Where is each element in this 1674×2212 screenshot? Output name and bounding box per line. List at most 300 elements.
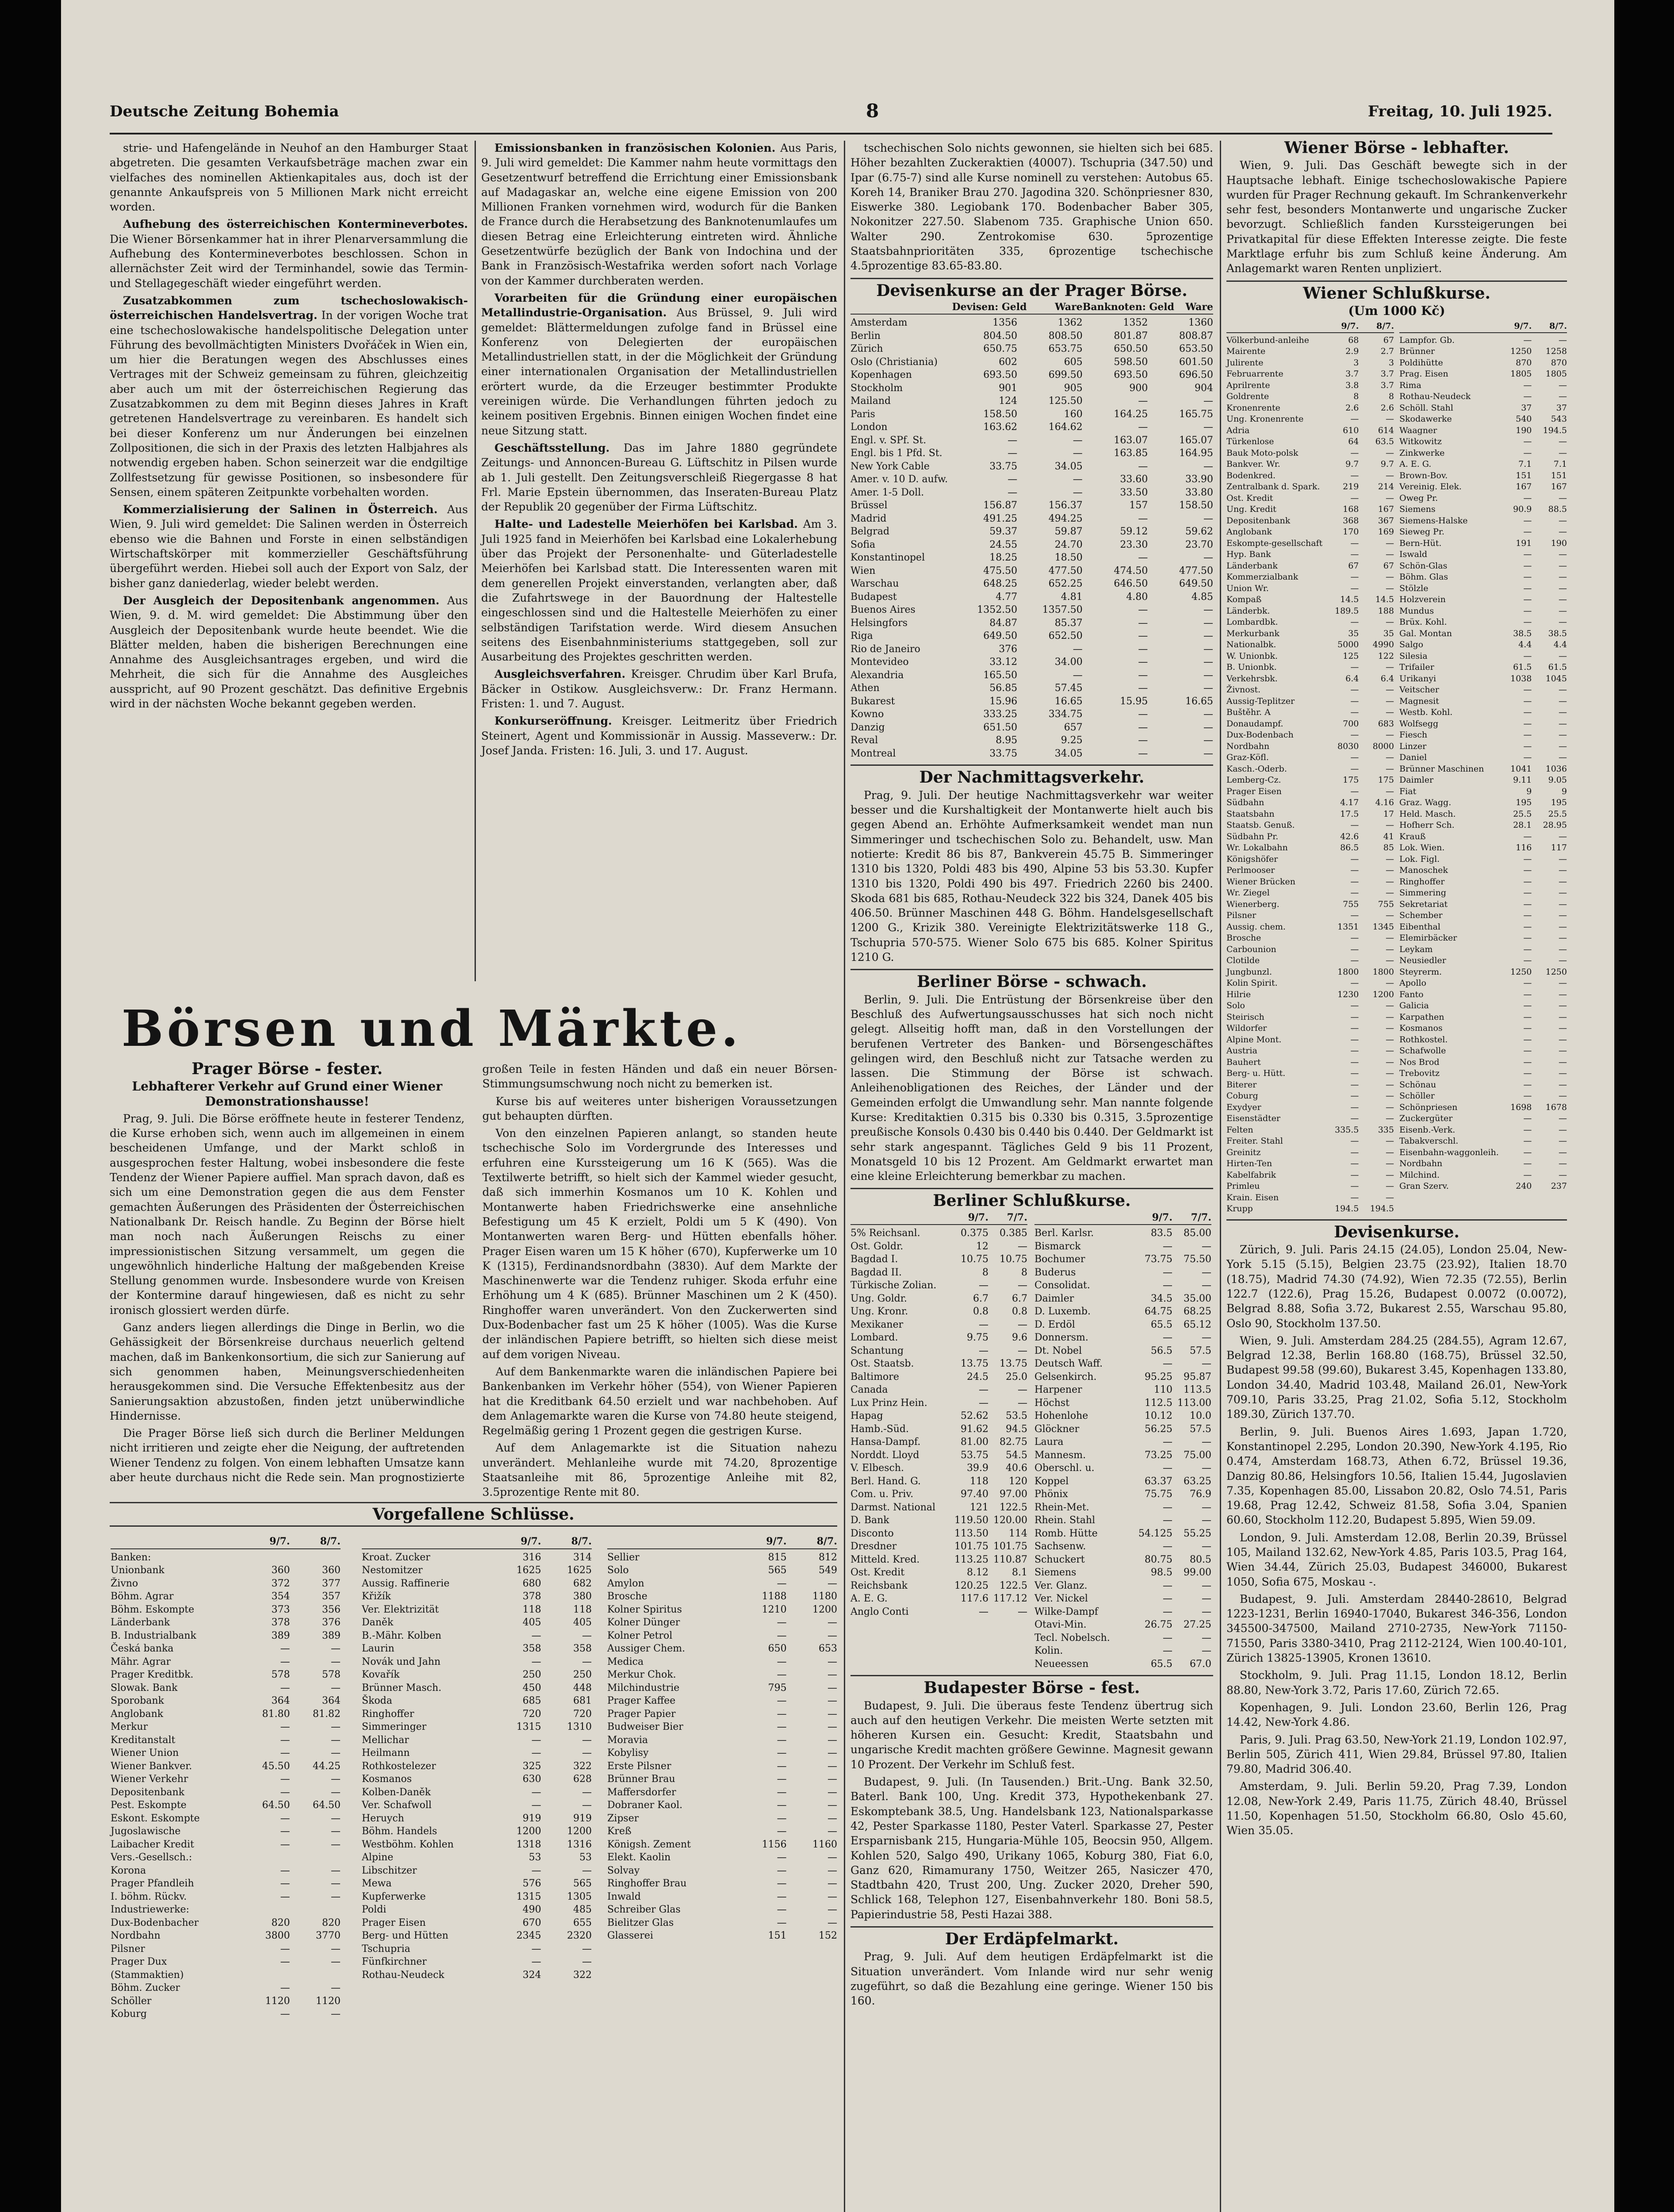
table-row (1226, 842, 1394, 854)
row-label: Stölzle (1399, 583, 1429, 593)
row-value: 378 (522, 1591, 541, 1602)
row-value: — (827, 1708, 837, 1720)
row-value: — (1073, 474, 1083, 485)
row-label: Ost. Kredit (850, 1567, 905, 1578)
row-value: — (1558, 854, 1567, 864)
article-paragraph: Ausgleichsverfahren. Kreisger. Chrudim über Karl Brufa, Bäcker in Ostikow. Ausgleichsverw.: Dr. Franz Hermann. Fristen: 1. und 7. August. (481, 668, 837, 710)
wien-table-b (1399, 321, 1567, 1215)
row-value: — (1523, 1079, 1532, 1090)
row-value: 17 (1383, 809, 1394, 819)
row-value: 3800 (265, 1930, 290, 1941)
table-row (111, 1590, 341, 1603)
table-row (850, 525, 1213, 538)
table-row (1226, 1000, 1394, 1012)
article-paragraph: Prag, 9. Juli. Der heutige Nachmittagsverkehr war weiter besser und die Kurshaltigkeit der Montanwerte hielt auch bis gegen Abend an. Erhöhte Aufmerksamkeit wendet man nun Simmeringer und tschechischen Solo zu. Behandelt, usw. Man notierte: Kredit 86 bis 87, Bankverein 45.75 B. Simmeringer 1310 bis 1320, Poldi 483 bis 490, Alpine 53 bis 53.30. Kupfer 1310 bis 1320, Poldi 490 bis 497. Friedrich 2260 bis 2400. Skoda 681 bis 685, Rothau-Neudeck 322 bis 324, Danek 405 bis 406.50. Brünner Maschinen 448 G. Böhm. Handelsgesellschaft 1200 G., Krizik 380. Vereinigte Elektrizitätswerke 118 G., Tschupria 570-575. Wiener Solo 675 bis 685. Kolner Spiritus 1210 G. (850, 788, 1213, 964)
report-heading: Berliner Börse - schwach. (916, 972, 1147, 991)
row-value: 194.5 (1543, 425, 1567, 435)
row-value: 2345 (516, 1930, 541, 1941)
row-label: Königsh. Zement (607, 1839, 691, 1850)
row-label: Länderbank (1226, 561, 1278, 571)
row-value: 335.5 (1334, 1125, 1359, 1135)
row-value: — (1558, 380, 1567, 390)
table-row (1034, 1227, 1211, 1240)
row-value: 9.6 (1012, 1332, 1027, 1344)
row-value: — (1558, 527, 1567, 537)
table-row (1226, 651, 1394, 662)
table-row (1399, 820, 1567, 831)
table-row (1399, 696, 1567, 707)
row-label: Biterer (1226, 1079, 1257, 1090)
row-label: Elemirbäcker (1399, 933, 1457, 943)
row-value: — (280, 1826, 290, 1837)
row-value: — (1385, 1170, 1394, 1180)
row-value: 358 (573, 1643, 592, 1654)
row-value: 1318 (516, 1839, 541, 1850)
row-label: Wr. Lokalbahn (1226, 843, 1288, 853)
row-value: — (777, 1656, 787, 1667)
row-value: 27.25 (1184, 1619, 1211, 1631)
row-value: — (330, 1943, 341, 1955)
row-value: 4990 (1372, 640, 1394, 650)
row-label: Laura (1034, 1436, 1064, 1448)
row-label: Perlmooser (1226, 865, 1275, 876)
row-label: D. Luxemb. (1034, 1306, 1091, 1317)
row-label: Ost. Goldr. (850, 1240, 904, 1252)
row-label: Kommerzialbank (1226, 572, 1299, 582)
article-paragraph: London, 9. Juli. Amsterdam 12.08, Berlin 20.39, Brüssel 105, Mailand 132.62, New-York 4.85, Paris 103.5, Prag 164, Wien 34.44, Zürich 25.03, Budapest 346000, Bukarest 1050, Sofia 675, Moskau -. (1226, 1531, 1567, 1588)
row-value: — (1163, 1358, 1172, 1370)
table-row (850, 1540, 1027, 1553)
table-row (1226, 696, 1394, 707)
table-row (362, 1747, 592, 1760)
article-paragraph: Zusatzabkommen zum tschechoslowakisch-österreichischen Handelsvertrag. In der vorigen Woche trat eine tschechoslowakische handelspolitische Delegation unter Führung des bevollmächtigten Ministers Dvořáček in Wien ein, um hier die Beratungen wegen des Abschlusses eines Vertrages mit der Schweiz gemeinsam zu führen, gleichzeitig aber auch um mit der österreichischen Regierung das Zusatzabkommen zu dem mit Beginn dieses Jahres in Kraft getretenen Handelsvertrage zu vereinbaren. Es handelt sich bei dieser Konferenz um nur Änderungen bei einzelnen Zollpositionen, die sich in der Praxis des letzten Halbjahres als notwendig ergeben haben. Schon seinerzeit war die endgiltige Zollfestsetzung für gewisse Positionen, so insbesondere für Sensen, einem späteren Zeitpunkte vorbehalten worden. (110, 294, 468, 499)
row-value: — (1007, 487, 1018, 498)
article-heading: Aufhebung des österreichischen Kontermineverbotes. (123, 218, 468, 231)
row-value: — (1523, 1057, 1532, 1067)
row-value: 118 (573, 1604, 592, 1615)
table-row (1399, 628, 1567, 640)
row-value: 368 (1343, 515, 1359, 526)
row-value: — (1350, 820, 1359, 830)
row-value: 113.50 (954, 1528, 988, 1539)
row-value: 630 (522, 1774, 541, 1785)
row-label: Slowak. Bank (111, 1682, 178, 1694)
row-value: — (1203, 552, 1213, 564)
table-row (1226, 989, 1394, 1001)
row-value: — (1138, 722, 1148, 733)
row-value: — (1385, 1001, 1394, 1011)
row-label: Eisenbahn-waggonleih. (1399, 1147, 1499, 1157)
row-value: 52.62 (961, 1410, 988, 1422)
table-row (1226, 775, 1394, 786)
table-row (850, 1253, 1027, 1266)
table-row (1034, 1540, 1211, 1553)
row-value: — (330, 1839, 341, 1850)
row-value: — (1523, 1147, 1532, 1157)
row-value: — (1350, 1012, 1359, 1022)
table-row (607, 1564, 837, 1577)
row-value: 14.5 (1340, 595, 1359, 605)
table-row (1034, 1436, 1211, 1449)
row-value: — (1138, 422, 1148, 433)
table-row (1226, 606, 1394, 617)
table-row (850, 460, 1213, 473)
row-label: (Stammaktien) (111, 1969, 184, 1981)
row-label: Böhm. Glas (1399, 572, 1448, 582)
article-paragraph: Wien, 9. Juli. Amsterdam 284.25 (284.55), Agram 12.67, Belgrad 12.38, Berlin 168.80 (168.75), Brüssel 32.50, Budapest 99.58 (99.60), Bukarest 3.45, Kopenhagen 133.80, London 34.40, Madrid 103.48, Mailand 26.01, New-York 709.10, Paris 33.25, Prag 21.02, Sofia 5.12, Stockholm 189.30, Zürich 137.70. (1226, 1334, 1567, 1421)
row-value: — (1350, 685, 1359, 695)
row-value: 9/7. (1152, 1211, 1172, 1223)
row-value: — (582, 1630, 592, 1641)
row-value: 3.8 (1345, 380, 1359, 390)
row-value: 0.8 (1012, 1306, 1027, 1317)
row-value: — (1385, 1181, 1394, 1191)
table-row (1399, 1000, 1567, 1012)
row-value: — (1163, 1593, 1172, 1605)
row-label: Jungbunzl. (1226, 967, 1272, 977)
table-row (1399, 651, 1567, 662)
row-value: 820 (322, 1917, 341, 1928)
table-row (1226, 1147, 1394, 1159)
row-value: — (1523, 1136, 1532, 1146)
row-value: — (1350, 933, 1359, 943)
table-row (1226, 369, 1394, 380)
table-row (850, 1423, 1027, 1436)
row-value: 358 (522, 1643, 541, 1654)
row-value: 53 (529, 1852, 541, 1863)
row-value: 8.95 (996, 735, 1018, 746)
article-paragraph: Stockholm, 9. Juli. Prag 11.15, London 18.12, Berlin 88.80, New-York 3.72, Paris 17.60, Zürich 72.65. (1226, 1669, 1567, 1697)
row-value: — (330, 1956, 341, 1967)
row-label: Apollo (1399, 978, 1426, 988)
row-value: Devisen: Geld (952, 301, 1027, 313)
table-row (850, 538, 1213, 552)
report-subheading: (Um 1000 Kč) (1348, 303, 1445, 318)
row-value: — (1523, 944, 1532, 954)
row-value: 10.0 (1190, 1410, 1211, 1422)
row-label: Februarrente (1226, 369, 1283, 379)
row-value: — (1138, 604, 1148, 616)
table-row (1226, 910, 1394, 922)
table-row (850, 1553, 1027, 1567)
table-row (1399, 1125, 1567, 1136)
row-value: 8/7. (816, 1536, 837, 1547)
row-label: Königshöfer (1226, 854, 1278, 864)
row-label: Schafwolle (1399, 1046, 1446, 1056)
row-value: 2.6 (1345, 403, 1359, 413)
table-row (850, 382, 1213, 395)
table-row (1399, 933, 1567, 944)
table-row (1226, 1034, 1394, 1046)
row-value: — (777, 1826, 787, 1837)
row-value: — (1558, 1023, 1567, 1033)
table-row (362, 1629, 592, 1643)
row-label: Kreß (607, 1826, 632, 1837)
table-row (362, 1864, 592, 1878)
row-label: Zuckergüter (1399, 1114, 1453, 1124)
table-row (1399, 493, 1567, 504)
table-row (607, 1682, 837, 1695)
row-value: — (1163, 1240, 1172, 1252)
table-row (1399, 1102, 1567, 1114)
table-row (1399, 876, 1567, 888)
row-value: 56.85 (989, 683, 1018, 694)
table-row (1399, 718, 1567, 730)
row-label: Berlin (850, 330, 881, 342)
table-row (850, 1305, 1027, 1318)
row-value: 165.50 (983, 669, 1018, 681)
table-row (1226, 1158, 1394, 1170)
row-value: 59.12 (1120, 526, 1148, 538)
row-value: — (582, 1656, 592, 1667)
table-row (1226, 684, 1394, 696)
row-value: — (1163, 1606, 1172, 1617)
table-row (1399, 786, 1567, 798)
row-label: Kosmanos (1399, 1023, 1443, 1033)
row-value: 1362 (1057, 317, 1083, 329)
row-value: — (1350, 549, 1359, 560)
table-row (1226, 357, 1394, 369)
row-label: Pest. Eskompte (111, 1800, 187, 1811)
row-label: Gal. Montan (1399, 628, 1452, 638)
row-value: — (330, 1734, 341, 1746)
row-value: — (1523, 572, 1532, 582)
row-value: — (1350, 910, 1359, 921)
table-row (850, 395, 1213, 408)
row-value: 653 (818, 1643, 837, 1654)
row-label: Gran Szerv. (1399, 1181, 1449, 1191)
row-value: — (1138, 643, 1148, 655)
row-value: — (1558, 515, 1567, 526)
row-value: — (1558, 1114, 1567, 1124)
row-value: — (1523, 707, 1532, 718)
table-row (850, 356, 1213, 369)
table-row (1399, 797, 1567, 809)
table-row (1399, 831, 1567, 843)
row-value: 122.5 (1000, 1502, 1027, 1513)
table-row (111, 1551, 341, 1564)
row-label: Inwald (607, 1891, 641, 1902)
row-label: Neueessen (1034, 1658, 1089, 1670)
row-value: — (1350, 583, 1359, 593)
table-row (1226, 809, 1394, 820)
table-row (1399, 865, 1567, 876)
row-value: — (582, 1800, 592, 1811)
row-label: Gelsenkirch. (1034, 1371, 1097, 1382)
row-label: Aussig. Raffinerie (362, 1578, 450, 1589)
row-label: Hilrie (1226, 989, 1251, 999)
row-label: Carbounion (1226, 944, 1276, 954)
row-value: 194.5 (1334, 1204, 1359, 1214)
table-row (1034, 1266, 1211, 1279)
row-value: 53.5 (1006, 1410, 1027, 1422)
row-value: — (1385, 617, 1394, 627)
row-label (111, 1535, 239, 1548)
row-value: — (1558, 572, 1567, 582)
table-row (362, 1838, 592, 1851)
row-value: 81.80 (262, 1708, 290, 1720)
row-value: Ware (1185, 301, 1213, 313)
row-label: Bielitzer Glas (607, 1917, 674, 1928)
table-row (1399, 357, 1567, 369)
row-label: Türkische Zolian. (850, 1280, 937, 1291)
row-value: — (1350, 1034, 1359, 1045)
row-value: 10.12 (1145, 1410, 1172, 1422)
table-row (850, 342, 1213, 356)
row-value: — (1203, 396, 1213, 407)
table-row (1226, 572, 1394, 583)
row-label: Brünner Maschinen (1399, 764, 1484, 774)
table-row (1226, 831, 1394, 843)
row-value: 650.75 (983, 343, 1018, 355)
row-value: 900 (1129, 382, 1148, 394)
row-value: 8.12 (967, 1567, 988, 1578)
row-label: Živnost. (1226, 685, 1261, 695)
row-label: Ost. Staatsb. (850, 1358, 914, 1370)
row-value: 8/7. (1549, 321, 1567, 331)
table-row (850, 577, 1213, 591)
table-row (1226, 887, 1394, 899)
row-value: 195 (1551, 798, 1567, 808)
table-row (1034, 1553, 1211, 1567)
row-value: 681 (573, 1695, 592, 1706)
row-value: — (1558, 1012, 1567, 1022)
row-value: 9.25 (1061, 735, 1083, 746)
row-value: 167 (1378, 504, 1394, 515)
row-label: Fiat (1399, 786, 1417, 796)
table-row (362, 1708, 592, 1721)
row-label: Zinkwerke (1399, 448, 1445, 458)
row-value: 8 (1388, 392, 1394, 402)
row-value: 820 (271, 1917, 290, 1928)
row-value: 628 (573, 1774, 592, 1785)
row-label: Elekt. Kaolin (607, 1852, 671, 1863)
row-value: — (777, 1708, 787, 1720)
row-value: — (1523, 933, 1532, 943)
table-row (1399, 594, 1567, 606)
row-label: Eisenstädter (1226, 1114, 1281, 1124)
row-value: 17.5 (1340, 809, 1359, 819)
row-value: 1230 (1337, 989, 1359, 999)
row-label: Dux-Bodenbacher (111, 1917, 199, 1928)
row-value: — (1350, 696, 1359, 706)
row-value: — (330, 1826, 341, 1837)
row-value: — (1350, 888, 1359, 898)
table-header-row (1226, 321, 1394, 333)
row-label: Coburg (1226, 1091, 1258, 1101)
row-value: — (1385, 1012, 1394, 1022)
table-row (1226, 899, 1394, 910)
row-label: Ost. Kredit (1226, 493, 1273, 503)
table-row (1399, 549, 1567, 561)
table-row (850, 1331, 1027, 1344)
row-value: — (1558, 583, 1567, 593)
row-value: — (1138, 683, 1148, 694)
row-value: 4.4 (1553, 640, 1567, 650)
table-row (850, 1266, 1027, 1279)
row-value: 377 (322, 1578, 341, 1589)
row-label: Wien (850, 565, 876, 576)
row-label: Mannesm. (1034, 1449, 1086, 1461)
table-row (1226, 617, 1394, 628)
table-row (111, 1603, 341, 1617)
row-value: — (1350, 1192, 1359, 1202)
row-value: 65.12 (1184, 1319, 1211, 1330)
row-value: — (827, 1826, 837, 1837)
row-value: 83.5 (1151, 1228, 1172, 1239)
row-value: — (1558, 1046, 1567, 1056)
row-value: 117.6 (961, 1593, 988, 1605)
row-label: Belgrad (850, 526, 890, 538)
row-label: Ver. Schafwoll (362, 1800, 432, 1811)
row-value: 354 (271, 1591, 290, 1602)
row-value: 3770 (315, 1930, 341, 1941)
row-value: — (1350, 1001, 1359, 1011)
table-row (1226, 481, 1394, 493)
row-value: — (1523, 549, 1532, 560)
row-value: 314 (573, 1551, 592, 1563)
row-value: — (777, 1669, 787, 1680)
table-header-row (362, 1535, 592, 1549)
article-paragraph: Der Ausgleich der Depositenbank angenommen. Aus Wien, 9. d. M. wird gemeldet: Die Abstimmung über den Ausgleich der Depositenbank wurde heute beendet. Wie die Blätter melden, haben die bisherigen Berechnungen eine Annahme des Ausgleichsantrages ergeben, und wird die Mehrheit, die sich für die Annahme des Ausgleiches ausspricht, auf 90 Prozent geschätzt. Das definitive Ergebnis wird in der nächsten Woche bekannt gegeben werden. (110, 594, 468, 710)
row-value: 114 (1009, 1528, 1027, 1539)
table-row (1226, 707, 1394, 718)
row-value: — (1007, 474, 1018, 485)
table-row (111, 1943, 341, 1956)
row-value: 2.6 (1380, 403, 1394, 413)
row-label: Veitscher (1399, 685, 1439, 695)
row-value: 24.5 (967, 1371, 988, 1382)
row-value: — (1523, 922, 1532, 932)
row-value: 120 (1009, 1475, 1027, 1487)
row-label: Westb. Kohl. (1399, 707, 1453, 718)
table-row (607, 1577, 837, 1590)
table-row (850, 1501, 1027, 1514)
row-value: 0.375 (961, 1228, 988, 1239)
row-value: — (1202, 1580, 1211, 1591)
row-value: 693.50 (983, 369, 1018, 381)
article-paragraph: Die Prager Börse ließ sich durch die Berliner Meldungen nicht irritieren und zeigte eher die Neigung, der auftretenden Wiener Tendenz zu folgen. Von einem lebhaften Umsatze kann aber heute durchaus nicht die Rede sein. Man prognostizierte großen Teile in festen Händen und daß ein neuer Börsen-Stimmungsumschwung noch nicht zu bemerken ist. (110, 1063, 837, 1484)
row-value: 1356 (992, 317, 1018, 329)
row-value: 8 (982, 1267, 988, 1278)
row-label: Dux-Bodenbach (1226, 730, 1294, 740)
row-label: Bagdad II. (850, 1267, 902, 1278)
row-value: — (1018, 1345, 1027, 1356)
row-value: — (1163, 1632, 1172, 1644)
row-value: 18.50 (1054, 552, 1083, 564)
row-label: Staatsbahn (1226, 809, 1275, 819)
row-value: 4.77 (996, 591, 1018, 603)
row-value: 151 (1551, 470, 1567, 480)
row-value: — (1202, 1280, 1211, 1291)
row-value: — (1203, 617, 1213, 629)
table-row (850, 473, 1213, 486)
table-header-row (111, 1535, 341, 1549)
row-label: Mundus (1399, 606, 1434, 616)
row-label: Vereinig. Elek. (1399, 482, 1462, 492)
row-value: 378 (271, 1617, 290, 1628)
table-row (1226, 1102, 1394, 1114)
row-label: Bankver. Wr. (1226, 459, 1280, 469)
row-value: — (1385, 538, 1394, 548)
row-label: Hansa-Dampf. (850, 1436, 921, 1448)
table-row (1226, 673, 1394, 685)
row-value: 63.37 (1145, 1475, 1172, 1487)
row-value: 1352.50 (977, 604, 1018, 616)
row-value: — (1558, 1001, 1567, 1011)
row-value: 795 (768, 1682, 787, 1694)
row-value: 53 (579, 1852, 592, 1863)
